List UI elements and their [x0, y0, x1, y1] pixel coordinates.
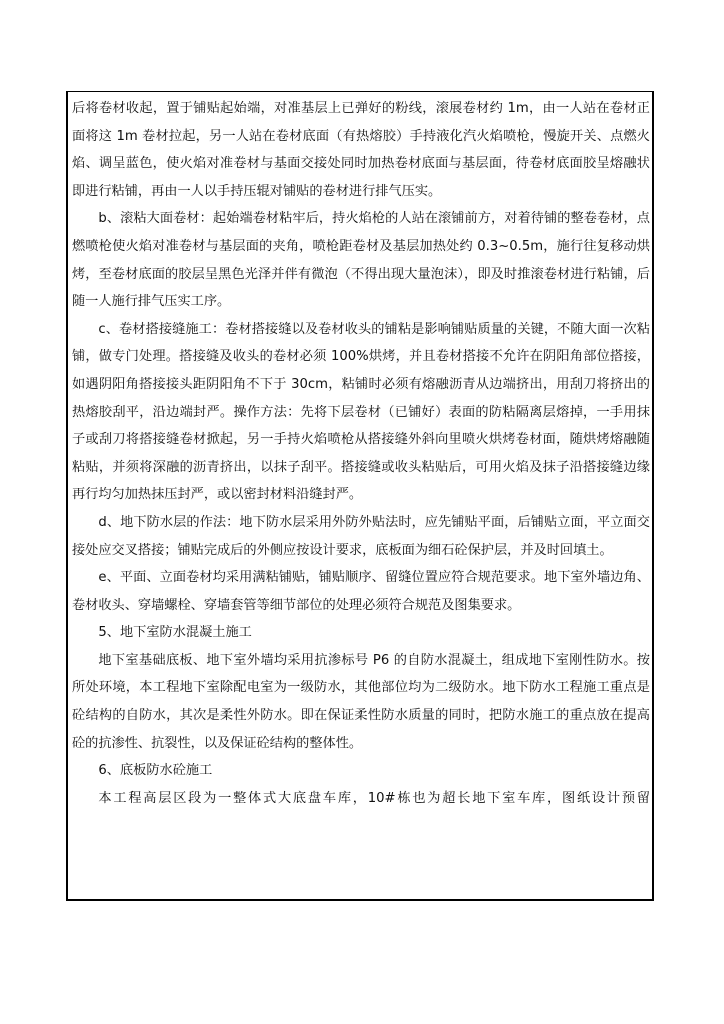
paragraph-6-body: 本工程高层区段为一整体式大底盘车库，10#栋也为超长地下室车库，图纸设计预留: [98, 790, 650, 806]
paragraph-c: c、卷材搭接缝施工：卷材搭接缝以及卷材收头的铺粘是影响铺贴质量的关键，不随大面一次粘铺，做专门处理。搭接缝及收头的卷材必须 100%烘烤，并且卷材搭接不允许在阴阳角部位搭接，如遇阴阳角搭接接头距阴阳角不下于 30cm，粘铺时必须有熔融沥青从边端挤出，用刮刀将挤出的热熔胶刮平，沿边端封严。操作方法：先将下层卷材（已铺好）表面的防粘隔离层熔掉，一手用抹子或刮刀将搭接缝卷材掀起，另一手持火焰喷枪从搭接缝外斜向里喷火烘烤卷材面，随烘烤熔融随粘贴，并须将深融的沥青挤出，以抹子刮平。搭接缝或收头粘贴后，可用火焰及抹子沿搭接缝边缘再行均匀加热抹压封严，或以密封材料沿缝封严。: [72, 321, 650, 503]
paragraph-b: b、滚粘大面卷材：起始端卷材粘牢后，持火焰枪的人站在滚铺前方，对着待铺的整卷卷材，点燃喷枪使火焰对准卷材与基层面的夹角，喷枪距卷材及基层加热处约 0.3~0.5m，施行往复移动烘烤，至卷材底面的胶层呈黑色光泽并伴有微泡（不得出现大量泡沫），即及时推滚卷材进行粘铺，后随一人施行排气压实工序。: [72, 211, 650, 310]
paragraph-e: e、平面、立面卷材均采用满粘铺贴，铺贴顺序、留缝位置应符合规范要求。地下室外墙边角、卷材收头、穿墙螺栓、穿墙套管等细节部位的处理必须符合规范及图集要求。: [72, 570, 650, 613]
paragraph-d: d、地下防水层的作法：地下防水层采用外防外贴法时，应先铺贴平面，后铺贴立面，平立面交接处应交叉搭接；铺贴完成后的外侧应按设计要求，底板面为细石砼保护层，并及时回填土。: [72, 514, 650, 558]
document-body: [72, 95, 650, 812]
section-heading-6: 6、底板防水砼施工: [98, 763, 213, 779]
section-heading-5: 5、地下室防水混凝土施工: [98, 625, 252, 641]
paragraph-5-body: 地下室基础底板、地下室外墙均采用抗渗标号 P6 的自防水混凝土，组成地下室刚性防水。按所处环境，本工程地下室除配电室为一级防水，其他部位均为二级防水。地下防水工程施工重点是砼结构的自防水，其次是柔性外防水。即在保证柔性防水质量的同时，把防水施工的重点放在提高砼的抗渗性、抗裂性，以及保证砼结构的整体性。: [72, 652, 650, 751]
paragraph-1: 后将卷材收起，置于铺贴起始端，对准基层上已弹好的粉线，滚展卷材约 1m，由一人站在卷材正面将这 1m 卷材拉起，另一人站在卷材底面（有热熔胶）手持液化汽火焰喷枪，慢旋开关、点燃火焰、调呈蓝色，使火焰对准卷材与基面交接处同时加热卷材底面与基层面，待卷材底面胶呈熔融状即进行粘铺，再由一人以手持压辊对铺贴的卷材进行排气压实。: [72, 101, 650, 199]
